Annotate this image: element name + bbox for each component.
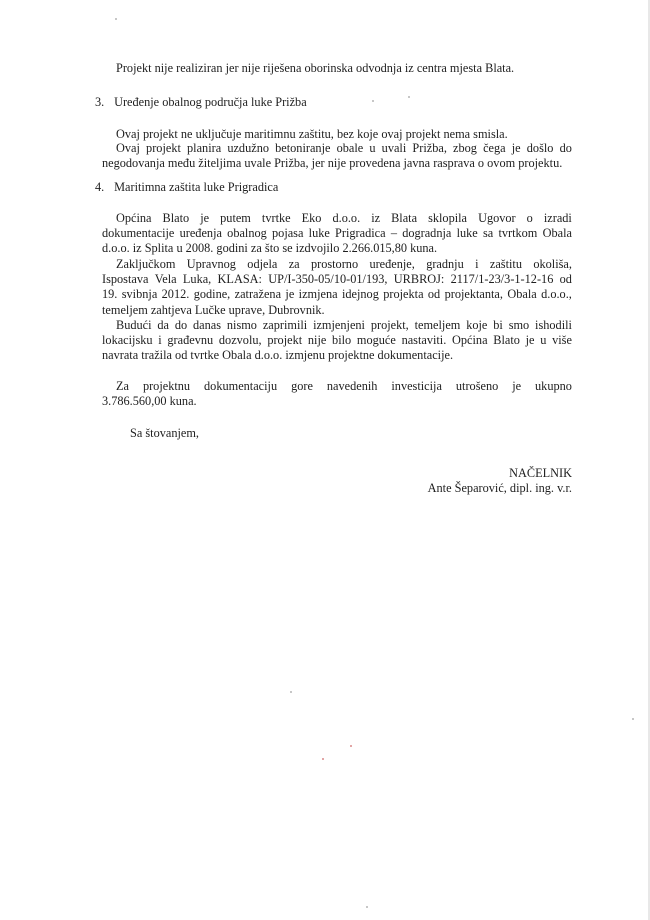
paragraph-line: 3.786.560,00 kuna.: [102, 394, 197, 409]
section-4-number: 4.: [95, 180, 105, 194]
scan-speck: [115, 18, 117, 20]
section-3-title: Uređenje obalnog područja luke Prižba: [114, 95, 307, 109]
paragraph-line: Ispostava Vela Luka, KLASA: UP/I-350-05/10-01/193, URBROJ: 2117/1-23/3-1-12-16 od: [102, 272, 572, 287]
scan-speck: [632, 718, 634, 720]
paragraph-line: lokacijsku i građevnu dozvolu, projekt nije bilo moguće nastaviti. Općina Blato je u više: [102, 333, 572, 348]
closing-salutation: Sa štovanjem,: [130, 426, 199, 440]
section-4-paragraph-2: [102, 257, 572, 318]
paragraph-line: negodovanja među žiteljima uvale Prižba, jer nije provedena javna rasprava o ovom projektu.: [102, 156, 563, 171]
scan-speck: [408, 96, 410, 98]
scan-speck: [366, 906, 368, 908]
signature-block: [428, 466, 572, 496]
paragraph-line: Za projektnu dokumentaciju gore navedenih investicija utrošeno je ukupno: [116, 379, 572, 393]
section-3-heading: [95, 95, 307, 110]
section-4-title: Maritimna zaštita luke Prigradica: [114, 180, 279, 194]
section-4-heading: [95, 180, 278, 195]
section-3-paragraph-2: [102, 141, 572, 171]
paragraph-line: Općina Blato je putem tvrtke Eko d.o.o. iz Blata sklopila Ugovor o izradi: [116, 211, 572, 225]
paragraph-line: d.o.o. iz Splita u 2008. godini za što se izdvojilo 2.266.015,80 kuna.: [102, 241, 438, 256]
section-4-paragraph-3: [102, 318, 572, 364]
section-4-paragraph-1: [102, 211, 572, 257]
scan-speck: [350, 745, 352, 747]
signature-role: NAČELNIK: [509, 466, 572, 480]
section-3-number: 3.: [95, 95, 105, 109]
section-3-paragraph-1: Ovaj projekt ne uključuje maritimnu zaštitu, bez koje ovaj projekt nema smisla.: [116, 127, 508, 141]
paragraph-line: 19. svibnja 2012. godine, zatražena je izmjena idejnog projekta od projektanta, Obala d.o.o.,: [102, 287, 572, 302]
total-paragraph: [102, 379, 572, 409]
intro-paragraph: Projekt nije realiziran jer nije riješena oborinska odvodnja iz centra mjesta Blata.: [116, 61, 515, 75]
scan-speck: [322, 758, 324, 760]
paragraph-line: dokumentacije uređenja obalnog pojasa luke Prigradica – dogradnja luke sa tvrtkom Obala: [102, 226, 572, 241]
scan-speck: [372, 100, 374, 102]
paragraph-line: Ovaj projekt planira uzdužno betoniranje obale u uvali Prižba, zbog čega je došlo do: [116, 141, 572, 155]
paragraph-line: Budući da do danas nismo zaprimili izmjenjeni projekt, temeljem koje bi smo ishodili: [116, 318, 572, 332]
scan-speck: [290, 691, 292, 693]
paragraph-line: temeljem zahtjeva Lučke uprave, Dubrovnik.: [102, 302, 325, 317]
signature-name: Ante Šeparović, dipl. ing. v.r.: [427, 481, 572, 496]
paragraph-line: navrata tražila od tvrtke Obala d.o.o. izmjenu projektne dokumentacije.: [102, 348, 454, 363]
paragraph-line: Zaključkom Upravnog odjela za prostorno uređenje, gradnju i zaštitu okoliša,: [116, 257, 572, 271]
